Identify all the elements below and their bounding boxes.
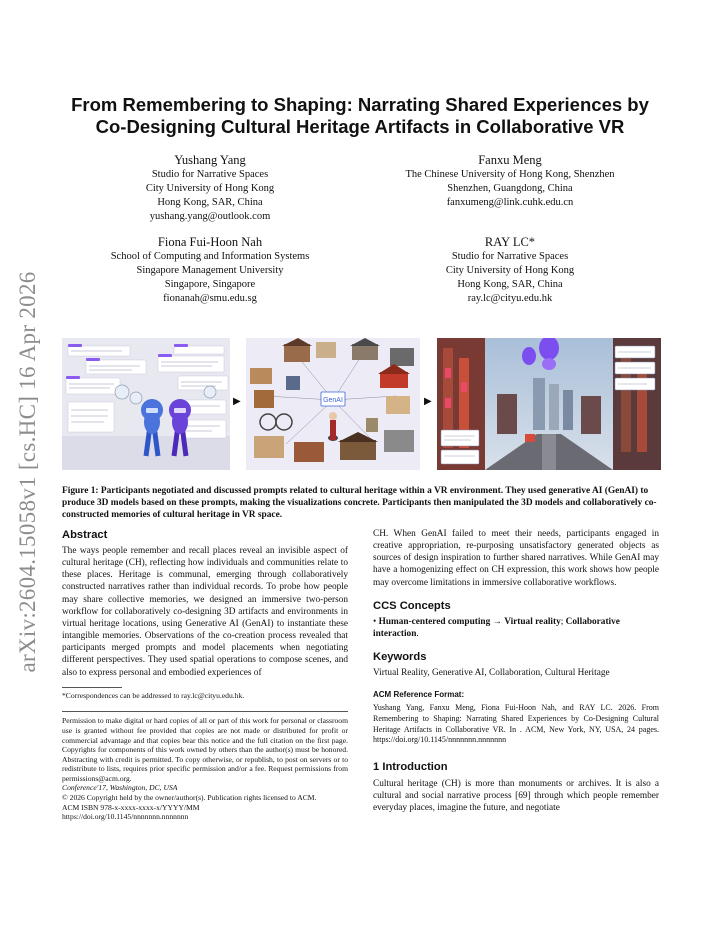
left-column — [62, 528, 348, 822]
abstract-text: The ways people remember and recall places reveal an invisible aspect of cultural heritage (CH), reflecting how individuals and communities relate to these places. Heritage is communal, emerging through collaboratively constructed narratives rather than individual records. To probe how people may share collective memories, we designed an immersive two-person workflow for collaboratively co-designing 3D artifacts and environments in virtual heritage locations, using Generative AI (GenAI) to instantiate these intangible memories. Observations of the co-creation process revealed that participants merged prompts and model placements when negotiating different perspectives. They used spatial operations to compose scenes, and also to express personal and embodied experiences of — [62, 546, 348, 678]
author-location: Hong Kong, SAR, China — [157, 197, 263, 208]
permission-block — [62, 711, 348, 822]
ccs-end: . — [416, 628, 419, 639]
author-location: Hong Kong, SAR, China — [457, 279, 563, 290]
title-line-2: Co-Designing Cultural Heritage Artifacts in Collaborative VR — [95, 116, 625, 137]
author-email[interactable]: fionanah@smu.edu.sg — [163, 293, 257, 304]
conference-line: Conference'17, Washington, DC, USA — [62, 783, 178, 793]
genai-label: GenAI — [323, 397, 343, 404]
footnote-rule — [62, 687, 122, 688]
arrow-right-icon: ▶ — [424, 396, 432, 407]
author-affiliation: City University of Hong Kong — [445, 265, 575, 276]
introduction-heading: 1 Introduction — [373, 760, 448, 773]
vr-street-scene-illustration — [437, 338, 661, 470]
doi-line[interactable]: https://doi.org/10.1145/nnnnnnn.nnnnnnn — [62, 812, 189, 822]
introduction-text: Cultural heritage (CH) is more than monuments or archives. It is also a cultural and social narrative process [69] through which people remember everyday places, imagine the future, and negotiate — [373, 778, 659, 814]
ccs-term-2: Virtual reality — [504, 616, 561, 627]
figure-panel-prompt-negotiation — [62, 338, 230, 470]
keywords-heading: Keywords — [373, 651, 427, 664]
figure-panel-genai-models — [246, 338, 420, 470]
keywords-text: Virtual Reality, Generative AI, Collaboration, Cultural Heritage — [373, 668, 610, 679]
acm-reference-text: Yushang Yang, Fanxu Meng, Fiona Fui-Hoon Nah, and RAY LC. 2026. From Remembering to Shaping: Narrating Shared Experiences by Co-Designing Cultural Heritage Artifacts in Collaborative VR. In . ACM, New York, NY, USA, 24 pages. https://doi.org/10.1145/nnnnnnn.nnnnnnn — [373, 703, 659, 745]
author-affiliation: City University of Hong Kong — [145, 183, 275, 194]
figure-1 — [62, 338, 662, 470]
abstract-heading: Abstract — [62, 529, 108, 541]
author-name: RAY LC* — [484, 235, 536, 249]
author-affiliation: The Chinese University of Hong Kong, Shenzhen — [405, 169, 615, 180]
ccs-separator: ; — [560, 616, 564, 627]
right-column — [373, 528, 659, 814]
author-email[interactable]: yushang.yang@outlook.com — [149, 211, 271, 222]
paper-title — [60, 94, 660, 138]
ccs-heading: CCS Concepts — [373, 599, 451, 612]
correspondence-footnote: *Correspondences can be addressed to ray.lc@cityu.edu.hk. — [62, 690, 245, 700]
arxiv-identifier-text: arXiv:2604.15058v1 [cs.HC] 16 Apr 2026 — [15, 271, 40, 673]
author-location: Singapore, Singapore — [164, 279, 256, 290]
acm-reference-heading: ACM Reference Format: — [373, 690, 465, 700]
ccs-term-1: Human-centered computing — [378, 616, 491, 627]
author-email[interactable]: fanxumeng@link.cuhk.edu.cn — [446, 197, 574, 208]
author-email[interactable]: ray.lc@cityu.edu.hk — [467, 293, 553, 304]
author-3 — [60, 234, 360, 306]
author-name: Yushang Yang — [174, 153, 246, 167]
ccs-bullet: • — [373, 616, 377, 627]
genai-models-illustration — [246, 338, 420, 470]
ccs-concepts — [373, 616, 659, 640]
arrow-right-icon: ▶ — [233, 396, 241, 407]
figure-caption: Figure 1: Participants negotiated and discussed prompts related to cultural heritage within a VR environment. They used generative AI (GenAI) to produce 3D models based on these prompts, making the visualizations concrete. Participants then manipulated the 3D models and collaboratively co-constructed memories of cultural heritage in VR space. — [62, 486, 657, 521]
author-affiliation: Singapore Management University — [136, 265, 284, 276]
author-name: Fanxu Meng — [478, 153, 542, 167]
ccs-term-3: Collaborative interaction — [373, 616, 620, 639]
vr-prompt-scene-illustration — [62, 338, 230, 470]
author-affiliation: Studio for Narrative Spaces — [451, 251, 569, 262]
author-location: Shenzhen, Guangdong, China — [447, 183, 573, 194]
author-1 — [60, 152, 360, 224]
author-name: Fiona Fui-Hoon Nah — [157, 235, 263, 249]
abstract-continued: CH. When GenAI failed to meet their needs, participants engaged in creative appropriation, re-purposing unsatisfactory generated objects as sources of design inspiration to further shared narratives. While GenAI may have a homogenizing effect on CH expression, this work shows how people may overcome limitations in immersive collaborative workflows. — [373, 529, 659, 588]
title-line-1: From Remembering to Shaping: Narrating Shared Experiences by — [71, 94, 649, 115]
author-2 — [360, 152, 660, 210]
copyright-line: © 2026 Copyright held by the owner/author(s). Publication rights licensed to ACM. — [62, 793, 317, 803]
arxiv-identifier — [10, 252, 46, 692]
figure-panel-vr-street — [437, 338, 661, 470]
ccs-arrow: → — [492, 616, 502, 627]
author-4 — [360, 234, 660, 306]
permission-text: Permission to make digital or hard copies of all or part of this work for personal or classroom use is granted without fee provided that copies are not made or distributed for profit or commercial advantage and that copies bear this notice and the full citation on the first page. Copyrights for components of this work owned by others than the author(s) must be honored. Abstracting with credit is permitted. To copy otherwise, or republish, to post on servers or to redistribute to lists, requires prior specific permission and/or a fee. Request permissions from permissions@acm.org. — [62, 716, 348, 783]
isbn-line: ACM ISBN 978-x-xxxx-xxxx-x/YYYY/MM — [62, 802, 200, 812]
author-affiliation: Studio for Narrative Spaces — [151, 169, 269, 180]
author-affiliation: School of Computing and Information Systems — [110, 251, 310, 262]
